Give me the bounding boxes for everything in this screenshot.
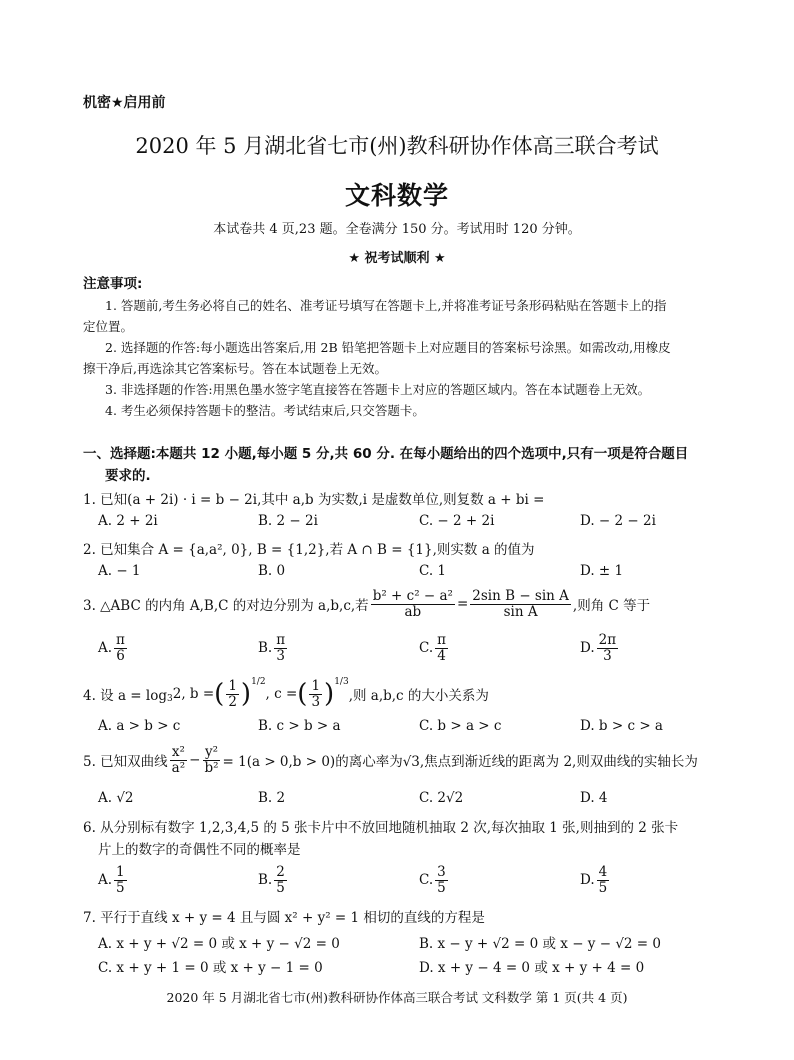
q2-option-b: B. 0 <box>258 563 286 579</box>
confidential-mark: 机密★启用前 <box>83 95 166 111</box>
section-1-heading-cont: 要求的. <box>105 468 151 484</box>
q1-option-b: B. 2 − 2i <box>258 513 318 529</box>
q4-option-d: D. b > c > a <box>580 718 663 734</box>
q3-stem <box>83 584 650 624</box>
q6-stem-line-2: 片上的数字的奇偶性不同的概率是 <box>98 842 301 858</box>
q3-fraction-left <box>371 589 455 618</box>
q7-option-a: A. x + y + √2 = 0 或 x + y − √2 = 0 <box>98 936 340 952</box>
q4-stem: 4. 设 a = log $_3$ 2, b = ( $\frac{1}{2}$ ) $^{1/2}$ , c = ( $\frac{1}{3}$ ) $^{1/3}$ ,则 a,b,c 的大小关系为 <box>83 677 489 710</box>
q5-x-num: x² <box>171 744 185 761</box>
note-2-line-2: 擦干净后,再选涂其它答案标号。答在本试题卷上无效。 <box>83 361 387 376</box>
q4-pre: 4. 设 a = log <box>83 688 167 704</box>
q5-y-den: b² <box>204 759 219 776</box>
q3-option-b-num: π <box>276 632 286 649</box>
q7-option-c: C. x + y + 1 = 0 或 x + y − 1 = 0 <box>98 960 323 976</box>
q3-option-d <box>580 628 620 668</box>
q2-option-d: D. ± 1 <box>580 563 624 579</box>
q3-equals: = <box>456 596 469 612</box>
q3-stem-post: ,则角 C 等于 <box>572 598 651 614</box>
q7-stem: 7. 平行于直线 x + y = 4 且与圆 x² + y² = 1 相切的直线的方程是 <box>83 910 485 926</box>
note-3: 3. 非选择题的作答:用黑色墨水签字笔直接答在答题卡上对应的答题区域内。答在本试题卷上无效。 <box>105 382 651 397</box>
q5-option-b: B. 2 <box>258 790 286 806</box>
q6-option-b-den: 5 <box>276 879 285 896</box>
q4-exponent-c: 1/3 <box>334 677 349 687</box>
note-1-line-1: 1. 答题前,考生务必将自己的姓名、准考证号填写在答题卡上,并将准考证号条形码粘贴在答题卡上的指 <box>105 298 667 313</box>
q6-option-b-label: B. <box>258 872 273 888</box>
section-1-heading: 一、选择题:本题共 12 小题,每小题 5 分,共 60 分. 在每小题给出的四个选项中,只有一项是符合题目 <box>83 446 689 462</box>
q4-half-num: 1 <box>228 678 237 695</box>
q7-option-d: D. x + y − 4 = 0 或 x + y + 4 = 0 <box>419 960 645 976</box>
q3-option-a-den: 6 <box>116 647 125 664</box>
q6-option-a-num: 1 <box>116 864 125 881</box>
q7-option-b: B. x − y + √2 = 0 或 x − y − √2 = 0 <box>419 936 661 952</box>
q1-stem: 1. 已知(a + 2i) · i = b − 2i,其中 a,b 为实数,i 是虚数单位,则复数 a + bi = <box>83 492 545 508</box>
q4-half-den: 2 <box>228 693 237 710</box>
q5-pre: 5. 已知双曲线 <box>83 754 168 770</box>
q4-log-base: 3 <box>167 694 173 704</box>
q6-option-d-label: D. <box>580 872 595 888</box>
q6-option-c-label: C. <box>419 872 434 888</box>
q4-exponent-b: 1/2 <box>251 677 266 687</box>
q2-option-a: A. − 1 <box>98 563 141 579</box>
q4-mid2: , c = <box>265 686 298 702</box>
q6-stem-line-1: 6. 从分别标有数字 1,2,3,4,5 的 5 张卡片中不放回地随机抽取 2 次,每次抽取 1 张,则抽到的 2 张卡 <box>83 820 679 836</box>
q3-option-d-num: 2π <box>598 632 617 649</box>
q5-y-num: y² <box>204 744 218 761</box>
note-4: 4. 考生必须保持答题卡的整洁。考试结束后,只交答题卡。 <box>105 403 425 418</box>
q5-option-a: A. √2 <box>98 790 134 806</box>
note-2-line-1: 2. 选择题的作答:每小题选出答案后,用 2B 铅笔把答题卡上对应题目的答案标号涂黑。如需改动,用橡皮 <box>105 340 671 355</box>
q3-fraction-left-num: b² + c² − a² <box>372 588 453 605</box>
q6-option-b <box>258 860 289 900</box>
q3-option-c-num: π <box>437 632 447 649</box>
q3-option-a-label: A. <box>98 640 113 656</box>
q3-fraction-right-num: 2sin B − sin A <box>472 588 569 605</box>
q1-option-c: C. − 2 + 2i <box>419 513 495 529</box>
q4-option-b: B. c > b > a <box>258 718 341 734</box>
q3-option-b-den: 3 <box>276 647 285 664</box>
q1-option-a: A. 2 + 2i <box>98 513 158 529</box>
q6-option-d-den: 5 <box>598 879 608 896</box>
q3-option-c-label: C. <box>419 640 434 656</box>
q6-option-a-label: A. <box>98 872 113 888</box>
q6-option-b-num: 2 <box>276 864 285 881</box>
q6-option-c-num: 3 <box>437 864 446 881</box>
q4-mid1: 2, b = <box>172 686 215 702</box>
page-footer: 2020 年 5 月湖北省七市(州)教科研协作体高三联合考试 文科数学 第 1 页(共 4 页) <box>166 990 628 1005</box>
q3-option-c <box>419 628 450 668</box>
q3-option-d-label: D. <box>580 640 595 656</box>
q5-x-den: a² <box>171 759 186 776</box>
q6-option-c <box>419 860 450 900</box>
q5-option-c: C. 2√2 <box>419 790 464 806</box>
q3-option-a-num: π <box>116 632 125 649</box>
notes-title: 注意事项: <box>83 276 143 292</box>
subject-title: 文科数学 <box>344 181 449 210</box>
q6-option-a <box>98 860 129 900</box>
good-luck-wish: ★ 祝考试顺利 ★ <box>348 251 446 266</box>
q4-option-c: C. b > a > c <box>419 718 502 734</box>
q4-third-num: 1 <box>311 678 321 695</box>
exam-info: 本试卷共 4 页,23 题。全卷满分 150 分。考试用时 120 分钟。 <box>213 222 581 237</box>
q6-option-c-den: 5 <box>437 879 446 896</box>
q6-option-d <box>580 860 611 900</box>
q1-option-d: D. − 2 − 2i <box>580 513 656 529</box>
q3-option-b-label: B. <box>258 640 273 656</box>
q5-post: = 1(a > 0,b > 0)的离心率为√3,焦点到渐近线的距离为 2,则双曲线的实轴长为 <box>222 754 698 770</box>
q3-fraction-left-den: ab <box>404 603 422 620</box>
q3-option-a <box>98 628 129 668</box>
q2-option-c: C. 1 <box>419 563 447 579</box>
q2-stem: 2. 已知集合 A = {a,a², 0}, B = {1,2},若 A ∩ B = {1},则实数 a 的值为 <box>83 542 535 558</box>
q5-stem <box>83 740 698 780</box>
note-1-line-2: 定位置。 <box>83 319 134 334</box>
q5-minus: − <box>189 752 201 768</box>
q4-post: ,则 a,b,c 的大小关系为 <box>348 688 489 704</box>
q4-third-den: 3 <box>311 693 321 710</box>
q3-option-c-den: 4 <box>437 647 446 664</box>
q3-fraction-right-den: sin A <box>503 603 538 620</box>
q3-option-d-den: 3 <box>603 647 612 664</box>
q6-option-d-num: 4 <box>598 864 608 881</box>
q3-option-b <box>258 628 289 668</box>
q4-option-a: A. a > b > c <box>98 718 181 734</box>
q3-stem-pre: 3. △ABC 的内角 A,B,C 的对边分别为 a,b,c,若 <box>83 598 369 614</box>
q5-option-d: D. 4 <box>580 790 608 806</box>
q3-fraction-right <box>470 589 571 618</box>
exam-title: 2020 年 5 月湖北省七市(州)教科研协作体高三联合考试 <box>135 134 659 158</box>
q6-option-a-den: 5 <box>116 879 125 896</box>
